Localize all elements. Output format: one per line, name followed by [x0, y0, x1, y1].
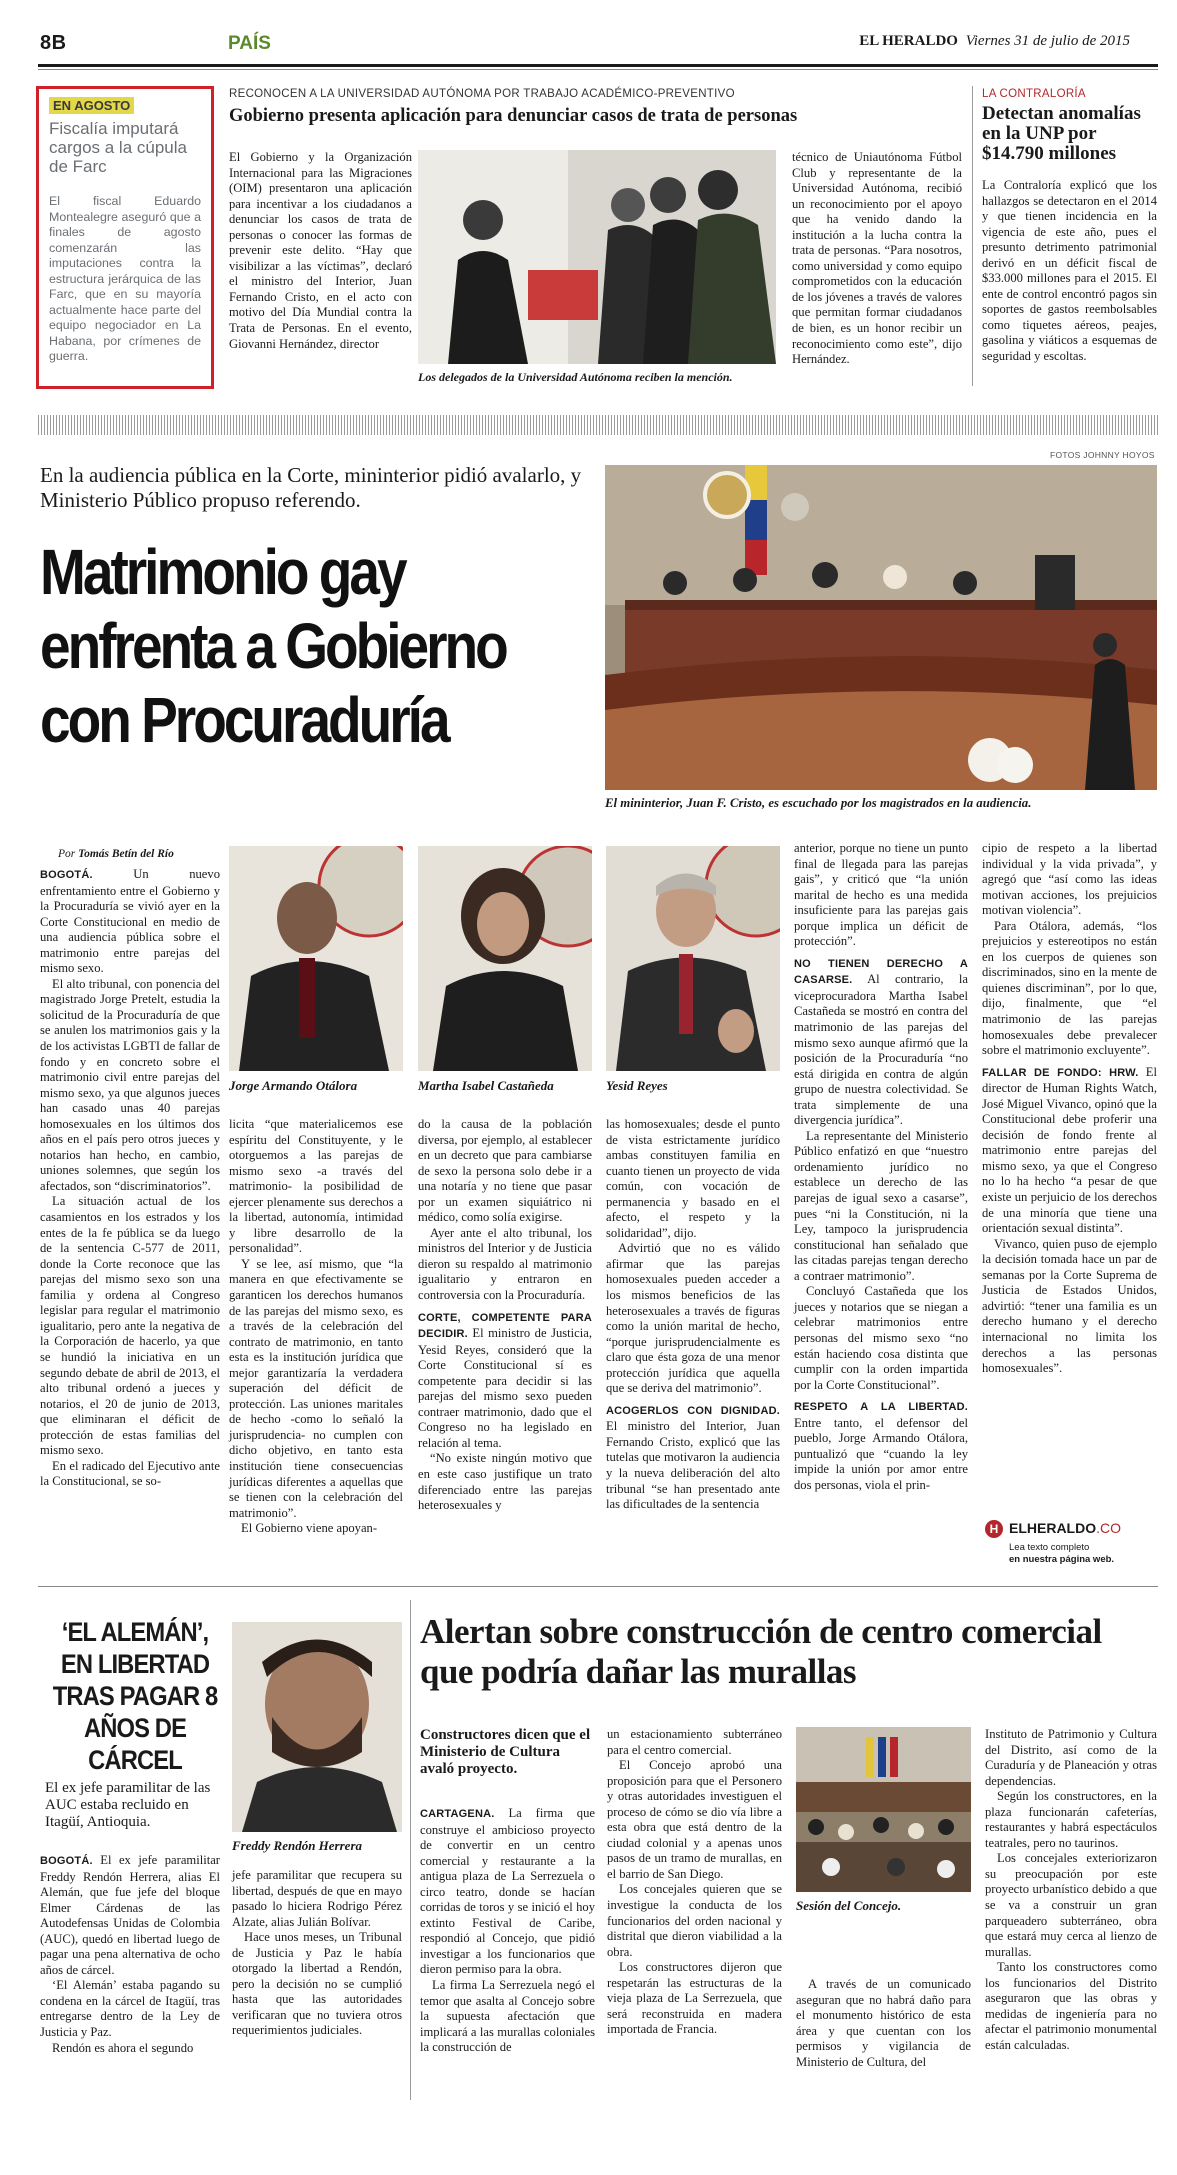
sidebar-body-text: La Contraloría explicó que los hallazgos se detectaron en el 2014 y que tienen incidencia en la vigencia de este año, pues el presunto detrimento patrimonial derivó en un déficit fiscal de $33.000 millones para el 2015. El ente de control encontró pagos sin soportes de gastos reembolsables como tiquetes aéreos, peajes, gasolina y viáticos a esquemas de seguridad y escoltas. [982, 178, 1157, 364]
top-story-col2 [792, 150, 962, 368]
web-promo-logo [1009, 1520, 1121, 1536]
main-col1-p1: Un nuevo enfrentamiento entre el Gobierno y la Procuraduría se vivió ayer en la Corte Constitucional en medio de una audiencia pública sobre el matrimonio entre parejas del mismo sexo. [40, 867, 220, 976]
murallas-col4-p2: Según los constructores, en la plaza funcionarán cafeterías, restaurantes y habrá espectáculos teatrales, pero no taurinos. [985, 1789, 1157, 1850]
main-col4-p2: Advirtió que no es válido afirmar que las parejas homosexuales pueden acceder a los mismos beneficios de las heterosexuales a través de figuras como la unión marital de hecho, “porque jurisprudencialmente es claro que ésta goza de una menor protección jurídica que aquella que se deriva del matrimonio”. [606, 1241, 780, 1396]
person-icon [606, 846, 780, 1071]
murallas-photo [796, 1727, 971, 1892]
bottom-separator [38, 1586, 1158, 1587]
issue-date: Viernes 31 de julio de 2015 [965, 33, 1130, 49]
top-story-col1 [229, 150, 412, 352]
main-col6 [982, 841, 1157, 1377]
murallas-col1-p1: La firma que construye el ambicioso proyecto de convertir en un centro comercial y restaurante a la antigua plaza de La Serrezuela o circo teatro, donde se hacían corridas de toros y se inició el hoy extinto Festival de Caribe, respondió al Concejo, que pidió investigar a los funcionarios que dieron permiso para la obra. [420, 1806, 595, 1977]
main-col4-p1: las homosexuales; desde el punto de vista estrictamente jurídico ambas constituyen familia en cuanto tienen un proyecto de vida común, con vocación de permanencia y basado en el afecto, el respeto y la solidaridad”, dijo. [606, 1117, 780, 1240]
sidebar-headline: Detectan anomalías en la UNP por $14.790 millones [982, 103, 1141, 164]
aleman-col2 [232, 1868, 402, 2039]
main-col4-sub1: ACOGERLOS CON DIGNIDAD. [606, 1404, 780, 1417]
murallas-col3-p1: A través de un comunicado aseguran que no habrá daño para el monumento histórico de esta área y que cuentan con los permisos y vigilancia de Ministerio de Cultura, del [796, 1977, 971, 2069]
murallas-col4-p1: Instituto de Patrimonio y Cultura del Distrito, así como de la Curaduría y de Planeación y otras dependencias. [985, 1727, 1157, 1788]
murallas-headline: Alertan sobre construcción de centro comercial que podría dañar las murallas [420, 1612, 1102, 1691]
aleman-p1: El ex jefe paramilitar Freddy Rendón Herrera, alias El Alemán, que fue jefe del bloque Elmer Cárdenas de las Autodefensas Unidas de Colombia (AUC), quedó en libertad luego de pagar una pena alternativa de ocho años de cárcel. [40, 1853, 220, 1977]
main-col3-sub1: CORTE, COMPETENTE PARA DECIDIR. [418, 1311, 592, 1341]
sidebar-kicker: LA CONTRALORÍA [982, 88, 1086, 100]
aleman-photo [232, 1622, 402, 1832]
top-story-photo-caption: Los delegados de la Universidad Autónoma reciben la mención. [418, 370, 733, 384]
murallas-col4 [985, 1727, 1157, 2053]
aleman-p5: Hace unos meses, un Tribunal de Justicia y Paz le había otorgado la libertad a Rendón, pero la decisión no se cumplió hasta que las autoridades verificaran que no tuviera otros requerimientos judiciales. [232, 1930, 402, 2038]
web-promo-logo-text: ELHERALDO [1009, 1520, 1097, 1536]
main-deck: En la audiencia pública en la Corte, mininterior pidió avalarlo, y Ministerio Público propuso referendo. [40, 463, 582, 512]
murallas-col4-p4: Tanto los constructores como los funcionarios del Distrito aseguraron que las obras y medidas de ingeniería para no afectar el patrimonio monumental están calculadas. [985, 1960, 1157, 2052]
main-col4-p3: El ministro del Interior, Juan Fernando Cristo, explicó que las tutelas que motivaron la audiencia y la nueva deliberación del alto tribunal “se han presentado ante las dificultades de la sentencia [606, 1419, 780, 1512]
main-col6-p2: Para Otálora, además, “los prejuicios y estereotipos no están en los cuerpos de quienes son discriminados, sino en la mente de quienes discriminan”, por lo que, dijo, finalmente, que “el matrimonio de las parejas homosexuales debe prevalecer sobre el matrimonio excluyente”. [982, 918, 1157, 1058]
aleman-deck: El ex jefe paramilitar de las AUC estaba recluido en Itagüí, Antioquia. [45, 1780, 211, 1830]
main-col6-sub1: FALLAR DE FONDO: HRW. [982, 1066, 1139, 1079]
brief-title: Fiscalía imputará cargos a la cúpula de Farc [49, 119, 187, 176]
main-col5-p2: Al contrario, la viceprocuradora Martha Isabel Castañeda se mostró en contra del matrimonio de las parejas del mismo sexo aunque afirmó que la posición de la Procuraduría “no está dirigida en contra de algún grupo de nuestra colectividad. Se trata simplemente de una divergencia jurídica”. [794, 972, 968, 1128]
sidebar-divider [972, 86, 973, 386]
murallas-col2 [607, 1727, 782, 2038]
main-col1-p2: El alto tribunal, con ponencia del magistrado Jorge Pretelt, estudia la solicitud de la Procuraduría de que se anulen los matrimonios gais y la de los activistas LGBTI de fallar de fondo y en concreto sobre el matrimonio civil entre parejas del mismo sexo, ya que algunos jueces han casado unas 40 parejas homosexuales en los últimos dos años en el país pero otros jueces y notarios han hecho, en cambio, uniones solemnes, que según los afectados, son “discriminatorios”. [40, 976, 220, 1193]
ceremony-photo-illustration [418, 150, 776, 364]
person-icon [418, 846, 592, 1071]
main-col5-p1: anterior, porque no tiene un punto final de llegada para las parejas gais”, y criticó que “la unión marital de hecho es una medida insuficiente para las parejas gais porque implica un déficit de protección”. [794, 841, 968, 949]
web-promo-line2: en nuestra página web. [1009, 1554, 1115, 1565]
main-col3-p3: El ministro de Justicia, Yesid Reyes, consideró que la Corte Constitucional sí es competente para decidir si las parejas del mismo sexo pueden contraer matrimonio, dado que el Congreso no ha legislado en relación al tema. [418, 1326, 592, 1450]
portrait-otalora-caption: Jorge Armando Otálora [229, 1078, 358, 1093]
main-photo-caption: El mininterior, Juan F. Cristo, es escuchado por los magistrados en la audiencia. [605, 796, 1032, 810]
byline-name: Tomás Betín del Río [78, 848, 174, 860]
aleman-photo-caption: Freddy Rendón Herrera [232, 1838, 362, 1853]
murallas-col4-p3: Los concejales exteriorizaron su preocupación por este proyecto urbanístico debido a que se va a construir un gran parqueadero subterráneo, obra que estará muy cerca al lienzo de murallas. [985, 1851, 1157, 1959]
main-col5 [794, 841, 968, 1493]
header-rule [38, 64, 1158, 67]
main-col3-p4: “No existe ningún motivo que en este caso justifique un trato diferenciado entre las parejas heterosexuales y [418, 1451, 592, 1513]
murallas-col2-p2: El Concejo aprobó una proposición para que el Personero y otras autoridades investiguen el proceso de cómo se dio vía libre a esta obra que está dentro de la ciudad colonial y a apenas unos pasos de un tramo de murallas, en el barrio de San Diego. [607, 1758, 782, 1881]
main-col5-p3: La representante del Ministerio Público enfatizó en que “nuestro ordenamiento jurídico no establece un derecho de las parejas de igual sexo a casarse”, pues “ni la Constitución, ni la Ley, tampoco la jurisprudencia constitucional han señalado que las citadas parejas tengan derecho a contraer matrimonio”. [794, 1128, 968, 1283]
main-col1-p4: En el radicado del Ejecutivo ante la Constitucional, se so- [40, 1458, 220, 1489]
photo-credit: FOTOS JOHNNY HOYOS [1050, 450, 1155, 460]
aleman-headline-text: ‘EL ALEMÁN’, EN LIBERTAD TRAS PAGAR 8 AÑOS DE CÁRCEL [52, 1617, 218, 1775]
web-promo[interactable] [985, 1518, 1155, 1566]
main-col6-p3: El director de Human Rights Watch, José Miguel Vivanco, opinó que la Constitucional debe proferir una decisión de fondo frente al matrimonio entre parejas del mismo sexo, ya que el Congreso no lo ha hecho “a pesar de que existe un perjuicio de los derechos de una minoría que tiene una orientación sexual distinta”. [982, 1064, 1157, 1236]
murallas-col3 [796, 1977, 971, 2070]
top-story-col2-text: técnico de Uniautónoma Fútbol Club y representante de la Universidad Autónoma, recibió un reconocimiento por el apoyo que ha venido dando la institución a la lucha contra la trata de personas. “Para nosotros, como universidad y como equipo comprometidos con la educación de los jóvenes a través de valores que permitan formar ciudadanos de bien, es un honor recibir un reconocimiento como este”, dijo Hernández. [792, 150, 962, 367]
murallas-col1-p2: La firma La Serrezuela negó el temor que asalta al Concejo sobre la supuesta afectación que implicará a las murallas coloniales la construcción de [420, 1978, 595, 2055]
main-col1-p3: La situación actual de los casamientos en los estrados y los entes de la fe pública se da luego de la sentencia C-577 de 2011, donde la Corte reconoce que las parejas del mismo sexo son una familia y ordena al Congreso legislar para regular el matrimonio igualitario, pero ante la negativa de la Corporación de hacerlo, ya que se hundió la iniciativa en un segundo debate de abril de 2013, el alto tribunal ordenó a jueces y notarios, el 20 de junio de 2013, que eliminaran el déficit de protección de estas familias del mismo sexo. [40, 1194, 220, 1458]
main-col3-p1: do la causa de la población diversa, por ejemplo, al establecer en un decreto que para cambiarse de sexo la persona solo debe ir a una notaría y no tiene que pasar por un examen siquiátrico ni médico, como solía exigirse. [418, 1117, 592, 1225]
main-col5-sub1: NO TIENEN DERECHO A CASARSE. [794, 957, 968, 987]
newspaper-name: EL HERALDO [859, 33, 958, 49]
murallas-col2-p3: Los concejales quieren que se investigue la conducta de los funcionarios del orden nacional y distrital que dieron viabilidad a la obra. [607, 1882, 782, 1959]
main-col2 [229, 1117, 403, 1537]
main-col6-p1: cipio de respeto a la libertad individual y la vida privada”, y agregó que “así como las ideas motivan acciones, los prejuicios motivan violencia”. [982, 841, 1157, 918]
aleman-divider [410, 1600, 411, 2100]
portrait-reyes [606, 846, 780, 1071]
main-col1 [40, 867, 220, 1490]
person-icon [232, 1622, 402, 1832]
main-col2-p2: Y se lee, así mismo, que “la manera en que efectivamente se garanticen los derechos humanos de las parejas del mismo sexo, es a través de la celebración del contrato de matrimonio, en tanto esta es la institución jurídica que mejor garantizaría la verdadera superación del déficit de protección. Las uniones maritales de hecho -como lo señaló la jurisprudencia- no cumplen con dicho objetivo, en tanto esta institución tiene consecuencias jurídicas diferentes a aquellas que se tienen con la celebración del matrimonio”. [229, 1256, 403, 1520]
portrait-castaneda [418, 846, 592, 1071]
main-col5-sub2: RESPETO A LA LIBERTAD. [794, 1401, 968, 1414]
main-col3-p2: Ayer ante el alto tribunal, los ministros del Interior y de Justicia dieron su respaldo al matrimonio igualitario y entraron en controversia con la Procuraduría. [418, 1225, 592, 1303]
main-headline: Matrimonio gay enfrenta a Gobierno con Procuraduría [40, 536, 506, 756]
murallas-col1 [420, 1806, 595, 2056]
aleman-p2: ‘El Alemán’ estaba pagando su condena en la cárcel de Itagüí, tras entregarse dentro de la Ley de Justicia y Paz. [40, 1978, 220, 2040]
top-story-photo [418, 150, 776, 364]
main-col4 [606, 1117, 780, 1513]
main-dateline: BOGOTÁ. [40, 869, 93, 881]
portrait-reyes-caption: Yesid Reyes [606, 1078, 668, 1093]
web-promo-logo-mark: H [985, 1520, 1003, 1538]
brief-body: El fiscal Eduardo Montealegre aseguró que a finales de agosto comenzarán las imputaciones contra la estructura jerárquica de las Farc, que en su mayoría actualmente hace parte del equipo negociador en La Habana, por crímenes de guerra. [49, 194, 201, 363]
person-icon [229, 846, 403, 1071]
section-label: PAÍS [228, 33, 271, 54]
murallas-deck: Constructores dicen que el Ministerio de Cultura avaló proyecto. [420, 1727, 591, 1777]
byline-prefix: Por [58, 848, 76, 860]
main-col5-p4: Concluyó Castañeda que los jueces y notarios que se niegan a celebrar matrimonios entre personas del mismo sexo “no están haciendo cosa distinta que cumplir con la orden impartida por la Corte Constitucional”. [794, 1284, 968, 1392]
aleman-col1 [40, 1853, 220, 2056]
page-number: 8B [40, 32, 67, 54]
main-photo [605, 465, 1157, 790]
main-col5-p5: Entre tanto, el defensor del pueblo, Jorge Armando Otálora, puntualizó que “cuando la ley impide la unión por amor entre dos personas, viola el prin- [794, 1415, 968, 1492]
section-separator [38, 415, 1158, 435]
portrait-otalora [229, 846, 403, 1071]
top-story-headline: Gobierno presenta aplicación para denunciar casos de trata de personas [229, 106, 798, 126]
main-col6-p4: Vivanco, quien puso de ejemplo la decisión tomada hace un par de semanas por la Corte Suprema de Justicia de Estados Unidos, advirtió: “tener una familia es un derecho humano y el derecho internacional no limita los derechos a las personas homosexuales”. [982, 1236, 1157, 1376]
byline [58, 848, 174, 860]
murallas-col2-p1: un estacionamiento subterráneo para el centro comercial. [607, 1727, 782, 1757]
top-story-kicker: RECONOCEN A LA UNIVERSIDAD AUTÓNOMA POR TRABAJO ACADÉMICO-PREVENTIVO [229, 88, 735, 100]
murallas-dateline: CARTAGENA. [420, 1808, 495, 1820]
aleman-dateline: BOGOTÁ. [40, 1855, 93, 1867]
header-masthead [859, 33, 1130, 50]
main-col2-p3: El Gobierno viene apoyan- [241, 1521, 378, 1536]
courtroom-photo-illustration [605, 465, 1157, 790]
murallas-photo-caption: Sesión del Concejo. [796, 1898, 902, 1913]
top-story-col1-text: El Gobierno y la Organización Internacional para las Migraciones (OIM) presentaron una aplicación para incentivar a los ciudadanos a denunciar los casos de trata de personas o conocer las formas de prevenir este delito. “Hay que visibilizar a las víctimas”, declaró el ministro del Interior, Juan Fernando Cristo, en el acto con motivo del Día Mundial contra la Trata de Personas. En el evento, Giovanni Hernández, director [229, 150, 412, 351]
aleman-p4: jefe paramilitar que recupera su libertad, después de que en mayo pasado lo hiciera Rodrigo Pérez Alzate, alias Julián Bolívar. [232, 1868, 402, 1929]
web-promo-line1: Lea texto completo [1009, 1542, 1090, 1553]
sidebar-body [982, 178, 1157, 365]
brief-box [36, 86, 214, 389]
murallas-col2-p4: Los constructores dijeron que respetarán las estructuras de la vieja plaza de La Serrezuela, que será reconstruida en madera importada de Francia. [607, 1960, 782, 2037]
council-session-illustration [796, 1727, 971, 1892]
aleman-p3: Rendón es ahora el segundo [52, 2040, 194, 2055]
brief-kicker: EN AGOSTO [49, 97, 134, 114]
header-rule-thin [38, 69, 1158, 70]
main-col3 [418, 1117, 592, 1514]
portrait-castaneda-caption: Martha Isabel Castañeda [418, 1078, 554, 1093]
main-col2-p1: licita “que materialicemos ese espíritu del Constituyente, y le otorguemos a las parejas de mismo sexo -a través del matrimonio- la posibilidad de ejercer plenamente sus derechos a la libertad, autonomía, intimidad y libre desarrollo de la personalidad”. [229, 1117, 403, 1256]
web-promo-logo-suffix: .CO [1096, 1520, 1122, 1536]
